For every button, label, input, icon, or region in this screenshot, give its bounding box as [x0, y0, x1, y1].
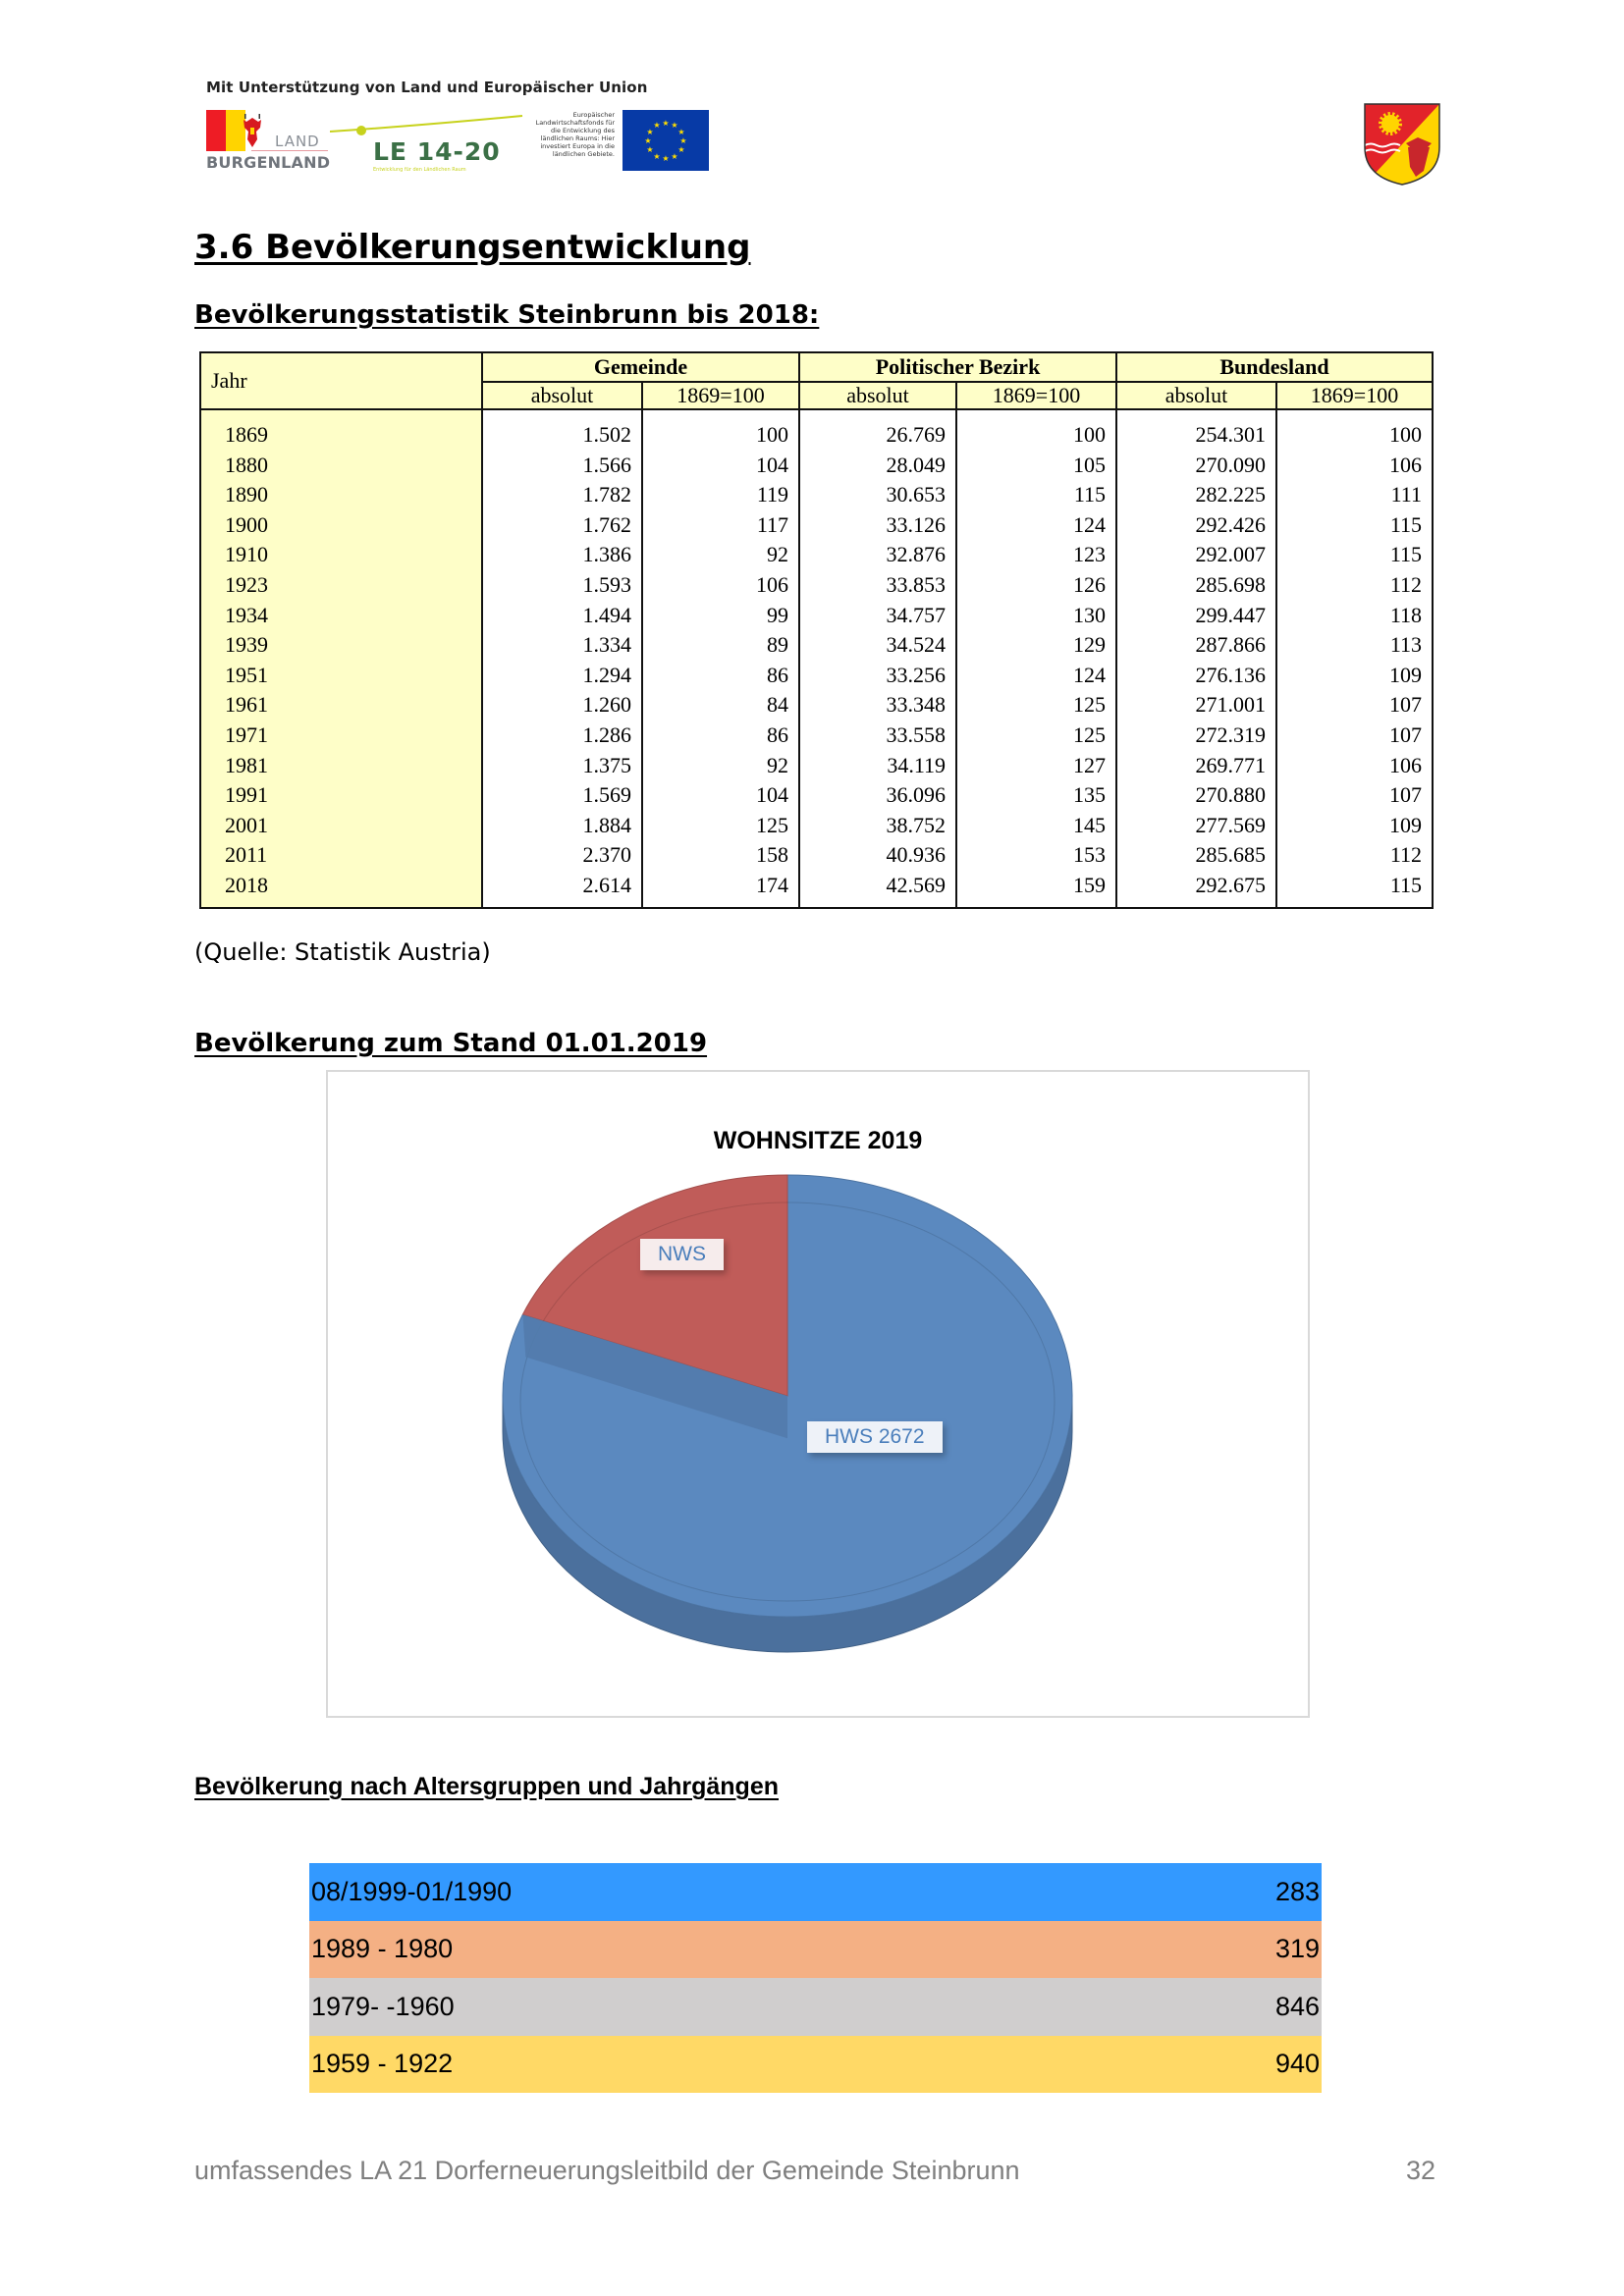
table-cell: 118 — [1389, 602, 1422, 627]
table-cell: 2.370 — [582, 842, 631, 868]
table-cell: 1971 — [225, 721, 268, 747]
logo-burgenland-text: BURGENLAND — [206, 153, 331, 172]
table-cell: 115 — [1389, 872, 1422, 897]
age-range: 1979- -1960 — [311, 1991, 455, 2021]
table-cell: 124 — [1073, 511, 1106, 537]
table-cell: 33.126 — [886, 511, 946, 537]
table-cell: 104 — [756, 782, 788, 808]
table-cell: 100 — [1073, 422, 1106, 447]
table-cell: 2018 — [225, 872, 268, 897]
gemeinde-absolut-column — [482, 409, 642, 908]
le-14-20-logo — [330, 112, 526, 175]
age-count: 940 — [1274, 2049, 1320, 2079]
table-cell: 106 — [1389, 752, 1422, 777]
table-cell: 115 — [1073, 482, 1106, 507]
table-cell: 130 — [1073, 602, 1106, 627]
population-statistics-table — [199, 351, 1434, 909]
table-cell: 30.653 — [886, 482, 946, 507]
table-cell: 145 — [1073, 812, 1106, 837]
table-cell: 100 — [756, 422, 788, 447]
table-cell: 99 — [767, 602, 788, 627]
table-cell: 174 — [756, 872, 788, 897]
table-cell: 33.256 — [886, 662, 946, 687]
table-cell: 28.049 — [886, 452, 946, 477]
table-cell: 1961 — [225, 692, 268, 718]
bundesland-absolut-column — [1116, 409, 1276, 908]
table-cell: 1.566 — [582, 452, 631, 477]
table-cell: 276.136 — [1195, 662, 1266, 687]
eu-fund-text: Europäischer Landwirtschaftsfonds für die Entwicklung des ländlichen Raums: Hier investiert Europa in die ländlichen Gebiete. — [535, 111, 615, 158]
age-row — [309, 1863, 1322, 1921]
table-cell: 33.558 — [886, 721, 946, 747]
table-cell: 270.880 — [1195, 782, 1266, 808]
table-cell: 33.853 — [886, 571, 946, 597]
table-cell: 86 — [767, 721, 788, 747]
table-cell: 1934 — [225, 602, 268, 627]
table-cell: 92 — [767, 752, 788, 777]
table-cell: 1923 — [225, 571, 268, 597]
wohnsitze-chart — [326, 1070, 1310, 1718]
table-cell: 271.001 — [1195, 692, 1266, 718]
table-cell: 124 — [1073, 662, 1106, 687]
table-cell: 36.096 — [886, 782, 946, 808]
svg-text:★: ★ — [677, 145, 685, 154]
burgenland-logo — [206, 110, 331, 173]
svg-text:★: ★ — [671, 121, 678, 130]
table-cell: 42.569 — [886, 872, 946, 897]
age-row — [309, 1921, 1322, 1979]
table-cell: 272.319 — [1195, 721, 1266, 747]
table-cell: 277.569 — [1195, 812, 1266, 837]
table-cell: 270.090 — [1195, 452, 1266, 477]
age-range: 08/1999-01/1990 — [311, 1876, 513, 1906]
table-cell: 40.936 — [886, 842, 946, 868]
table-cell: 112 — [1389, 571, 1422, 597]
age-count: 319 — [1274, 1934, 1320, 1964]
table-cell: 1.782 — [582, 482, 631, 507]
table-cell: 159 — [1073, 872, 1106, 897]
table-cell: 111 — [1390, 482, 1422, 507]
table-cell: 2011 — [225, 842, 268, 868]
table-cell: 125 — [1073, 721, 1106, 747]
table-cell: 1910 — [225, 542, 268, 567]
footer-text: umfassendes LA 21 Dorferneuerungsleitbild der Gemeinde Steinbrunn — [194, 2156, 1020, 2185]
pie-label-nws: NWS — [640, 1239, 724, 1270]
flag-red-stripe — [206, 110, 226, 151]
age-heading: Bevölkerung nach Altersgruppen und Jahrgängen — [194, 1773, 779, 1800]
pie-label-hws: HWS 2672 — [807, 1421, 943, 1453]
bezirk-index-column — [956, 409, 1116, 908]
table-cell: 113 — [1389, 632, 1422, 658]
table-cell: 1.375 — [582, 752, 631, 777]
table-cell: 100 — [1389, 422, 1422, 447]
table-cell: 153 — [1073, 842, 1106, 868]
table-cell: 104 — [756, 452, 788, 477]
table-cell: 33.348 — [886, 692, 946, 718]
table-cell: 107 — [1389, 721, 1422, 747]
table-cell: 1.260 — [582, 692, 631, 718]
table-cell: 115 — [1389, 511, 1422, 537]
table-cell: 106 — [756, 571, 788, 597]
subheader-index: 1869=100 — [642, 382, 799, 409]
table-cell: 84 — [767, 692, 788, 718]
table-cell: 1.884 — [582, 812, 631, 837]
svg-text:★: ★ — [671, 152, 678, 161]
logo-divider — [251, 150, 328, 151]
table-cell: 86 — [767, 662, 788, 687]
table-cell: 117 — [756, 511, 788, 537]
population-heading: Bevölkerung zum Stand 01.01.2019 — [194, 1029, 708, 1058]
table-cell: 282.225 — [1195, 482, 1266, 507]
table-cell: 1951 — [225, 662, 268, 687]
table-cell: 119 — [756, 482, 788, 507]
table-cell: 34.524 — [886, 632, 946, 658]
age-range: 1959 - 1922 — [311, 2049, 454, 2079]
source-note: (Quelle: Statistik Austria) — [194, 938, 491, 966]
svg-text:★: ★ — [653, 152, 661, 161]
eu-flag-icon — [623, 110, 709, 171]
coat-of-arms-icon — [1363, 102, 1441, 187]
table-cell: 1.494 — [582, 602, 631, 627]
section-title: 3.6 Bevölkerungsentwicklung — [194, 228, 751, 267]
age-count: 846 — [1274, 1991, 1320, 2021]
bezirk-absolut-column — [799, 409, 956, 908]
age-row — [309, 2036, 1322, 2094]
table-cell: 107 — [1389, 692, 1422, 718]
table-cell: 292.675 — [1195, 872, 1266, 897]
table-cell: 92 — [767, 542, 788, 567]
table-cell: 269.771 — [1195, 752, 1266, 777]
age-count: 283 — [1274, 1876, 1320, 1906]
table-cell: 292.007 — [1195, 542, 1266, 567]
table-cell: 1880 — [225, 452, 268, 477]
bundesland-index-column — [1276, 409, 1433, 908]
table-cell: 1.502 — [582, 422, 631, 447]
table-cell: 129 — [1073, 632, 1106, 658]
table-cell: 34.119 — [887, 752, 946, 777]
table-cell: 158 — [756, 842, 788, 868]
table-cell: 1991 — [225, 782, 268, 808]
table-cell: 115 — [1389, 542, 1422, 567]
table-cell: 109 — [1389, 662, 1422, 687]
table-cell: 1869 — [225, 422, 268, 447]
table-cell: 1.294 — [582, 662, 631, 687]
stats-heading: Bevölkerungsstatistik Steinbrunn bis 2018: — [194, 300, 820, 330]
age-row — [309, 1978, 1322, 2036]
group-header-bezirk: Politischer Bezirk — [799, 352, 1116, 382]
pie-chart — [328, 1072, 1308, 1716]
table-cell: 1900 — [225, 511, 268, 537]
table-cell: 123 — [1073, 542, 1106, 567]
year-header: Jahr — [200, 352, 482, 409]
table-cell: 299.447 — [1195, 602, 1266, 627]
table-cell: 135 — [1073, 782, 1106, 808]
table-cell: 1.386 — [582, 542, 631, 567]
le-subtitle: Entwicklung für den Ländlichen Raum — [373, 167, 466, 173]
subheader-index: 1869=100 — [956, 382, 1116, 409]
table-cell: 106 — [1389, 452, 1422, 477]
table-cell: 107 — [1389, 782, 1422, 808]
svg-text:★: ★ — [679, 136, 687, 145]
table-cell: 287.866 — [1195, 632, 1266, 658]
table-cell: 125 — [1073, 692, 1106, 718]
table-cell: 292.426 — [1195, 511, 1266, 537]
logo-land-text: LAND — [275, 133, 320, 150]
age-range: 1989 - 1980 — [311, 1934, 454, 1964]
age-groups-table — [309, 1863, 1322, 2093]
table-cell: 1939 — [225, 632, 268, 658]
table-cell: 112 — [1389, 842, 1422, 868]
eagle-icon — [242, 114, 263, 149]
table-cell: 2001 — [225, 812, 268, 837]
table-cell: 1.569 — [582, 782, 631, 808]
table-cell: 1981 — [225, 752, 268, 777]
chart-title: WOHNSITZE 2019 — [713, 1127, 923, 1154]
table-cell: 34.757 — [886, 602, 946, 627]
table-cell: 109 — [1389, 812, 1422, 837]
svg-text:★: ★ — [646, 145, 654, 154]
group-header-gemeinde: Gemeinde — [482, 352, 799, 382]
table-cell: 1.286 — [582, 721, 631, 747]
table-cell: 1.762 — [582, 511, 631, 537]
table-cell: 26.769 — [886, 422, 946, 447]
subheader-absolut: absolut — [1116, 382, 1276, 409]
svg-text:★: ★ — [644, 136, 652, 145]
table-cell: 125 — [756, 812, 788, 837]
subheader-index: 1869=100 — [1276, 382, 1433, 409]
table-cell: 32.876 — [886, 542, 946, 567]
table-cell: 1.593 — [582, 571, 631, 597]
table-cell: 126 — [1073, 571, 1106, 597]
table-cell: 38.752 — [886, 812, 946, 837]
le-title: LE 14-20 — [373, 137, 501, 166]
support-text: Mit Unterstützung von Land und Europäischer Union — [206, 79, 648, 96]
table-cell: 1.334 — [582, 632, 631, 658]
svg-text:★: ★ — [653, 121, 661, 130]
subheader-absolut: absolut — [799, 382, 956, 409]
gemeinde-index-column — [642, 409, 799, 908]
table-cell: 285.698 — [1195, 571, 1266, 597]
table-cell: 2.614 — [582, 872, 631, 897]
table-cell: 105 — [1073, 452, 1106, 477]
table-cell: 1890 — [225, 482, 268, 507]
group-header-bundesland: Bundesland — [1116, 352, 1433, 382]
page-number: 32 — [1406, 2156, 1436, 2185]
table-cell: 254.301 — [1195, 422, 1266, 447]
table-cell: 285.685 — [1195, 842, 1266, 868]
svg-text:★: ★ — [677, 128, 685, 136]
table-cell: 89 — [767, 632, 788, 658]
svg-text:★: ★ — [662, 119, 670, 128]
subheader-absolut: absolut — [482, 382, 642, 409]
svg-text:★: ★ — [662, 154, 670, 163]
svg-text:★: ★ — [646, 128, 654, 136]
table-cell: 127 — [1073, 752, 1106, 777]
year-column — [200, 409, 482, 908]
